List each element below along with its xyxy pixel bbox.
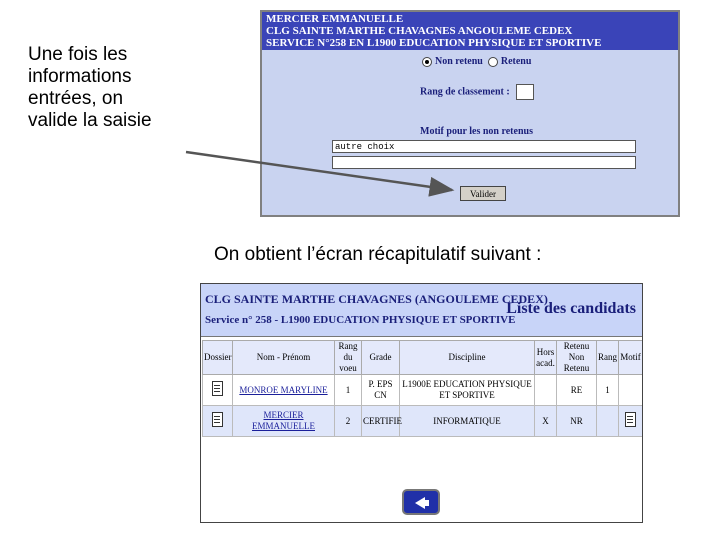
candidate-name: MERCIER EMMANUELLE [266, 13, 404, 25]
table-row [203, 375, 643, 406]
radio-retenu[interactable] [488, 57, 498, 67]
valider-button[interactable]: Valider [460, 186, 506, 201]
motif-input-1[interactable]: autre choix [332, 140, 636, 153]
service-name: SERVICE N°258 EN L1900 EDUCATION PHYSIQUE ET SPORTIVE [266, 37, 602, 49]
summary-header [201, 284, 642, 337]
candidate-link[interactable]: MONROE MARYLINE [233, 375, 335, 406]
motif-label: Motif pour les non retenus [420, 126, 533, 137]
retenu-cell: NR [557, 406, 597, 437]
caption-top [28, 44, 198, 132]
rang-cell: 1 [597, 375, 619, 406]
summary-screenshot [200, 283, 643, 523]
decision-radio-group [422, 56, 531, 67]
col-dossier: Dossier [203, 341, 233, 375]
col-rang: Rang [597, 341, 619, 375]
grade-cell: CERTIFIE [362, 406, 400, 437]
grade-cell: P. EPS CN [362, 375, 400, 406]
col-hors-acad: Hors acad. [535, 341, 557, 375]
discipline-cell: L1900E EDUCATION PHYSIQUE ET SPORTIVE [400, 375, 535, 406]
radio-non-retenu-label: Non retenu [435, 56, 483, 67]
table-header-row [203, 341, 643, 375]
col-discipline: Discipline [400, 341, 535, 375]
form-screenshot [260, 10, 680, 217]
table-row [203, 406, 643, 437]
radio-non-retenu[interactable] [422, 57, 432, 67]
caption-top-line: informations [28, 66, 132, 87]
rang-row [420, 84, 534, 100]
col-rang-voeu: Rang du voeu [335, 341, 362, 375]
discipline-cell: INFORMATIQUE [400, 406, 535, 437]
dossier-cell [203, 375, 233, 406]
col-motif: Motif [619, 341, 643, 375]
hors-acad-cell: X [535, 406, 557, 437]
summary-school: CLG SAINTE MARTHE CHAVAGNES (ANGOULEME CEDEX) [205, 292, 548, 306]
form-header [262, 12, 678, 50]
school-name: CLG SAINTE MARTHE CHAVAGNES ANGOULEME CEDEX [266, 25, 573, 37]
back-button[interactable] [402, 489, 440, 515]
list-title: Liste des candidats [506, 300, 636, 317]
caption-top-line: entrées, on [28, 88, 124, 109]
rang-voeu-cell: 2 [335, 406, 362, 437]
col-nom: Nom - Prénom [233, 341, 335, 375]
rang-voeu-cell: 1 [335, 375, 362, 406]
dossier-cell [203, 406, 233, 437]
motif-cell [619, 406, 643, 437]
retenu-cell: RE [557, 375, 597, 406]
col-retenu: Retenu Non Retenu [557, 341, 597, 375]
rang-label: Rang de classement : [420, 86, 510, 98]
rang-input[interactable] [516, 84, 534, 100]
dossier-icon[interactable] [212, 412, 223, 427]
rang-cell [597, 406, 619, 437]
radio-retenu-label: Retenu [500, 56, 532, 67]
motif-icon[interactable] [625, 412, 636, 427]
dossier-icon[interactable] [212, 381, 223, 396]
caption-top-line: Une fois les [28, 44, 128, 65]
motif-cell [619, 375, 643, 406]
summary-service: Service n° 258 - L1900 EDUCATION PHYSIQUE ET SPORTIVE [205, 314, 516, 326]
candidate-link[interactable]: MERCIER EMMANUELLE [233, 406, 335, 437]
candidates-table [202, 340, 643, 437]
motif-input-2[interactable] [332, 156, 636, 169]
col-grade: Grade [362, 341, 400, 375]
caption-top-line: valide la saisie [28, 110, 152, 131]
hors-acad-cell [535, 375, 557, 406]
caption-bottom: On obtient l’écran récapitulatif suivant : [214, 244, 542, 265]
